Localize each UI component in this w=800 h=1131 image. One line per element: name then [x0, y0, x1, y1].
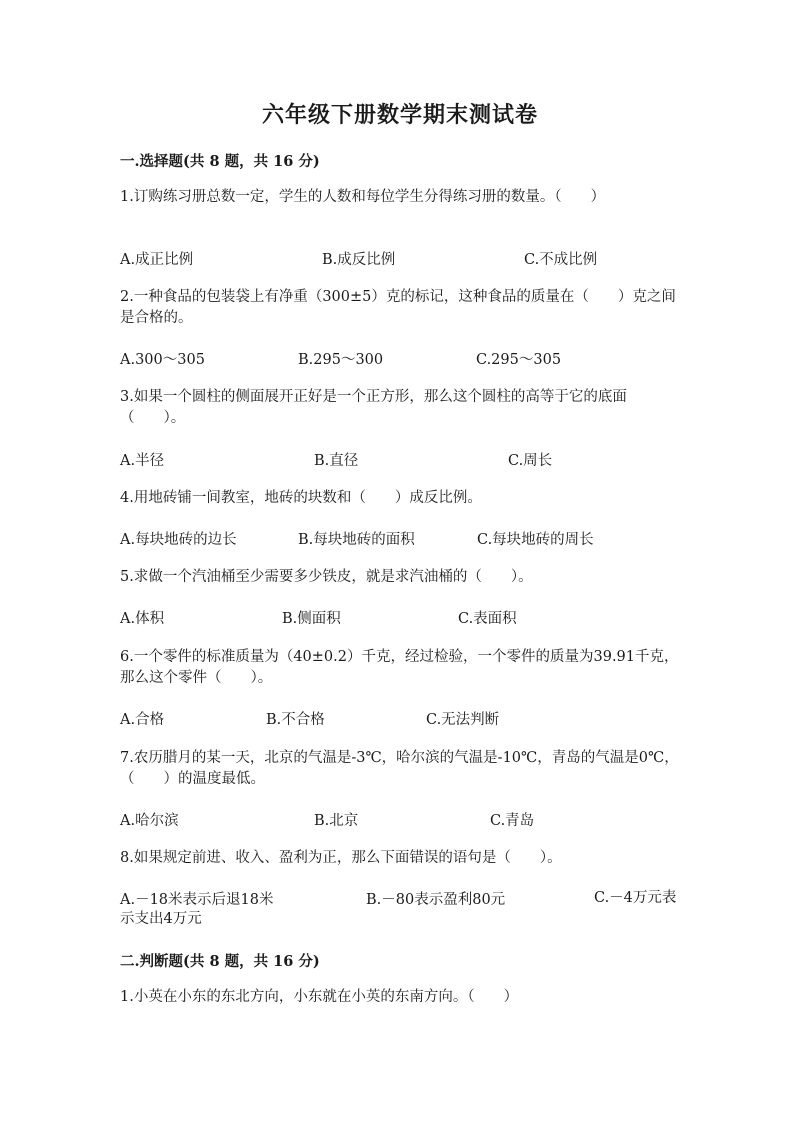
option-a: A.哈尔滨 — [120, 813, 179, 829]
judgement-1-text: 1.小英在小东的东北方向，小东就在小英的东南方向。（ ） — [120, 989, 519, 1005]
option-b: B.295～300 — [298, 352, 384, 368]
option-c: C.－4万元表示支出4万元 — [120, 890, 677, 927]
question-2-text: 2.一种食品的包装袋上有净重（300±5）克的标记，这种食品的质量在（ ）克之间是合格的。 — [120, 289, 676, 326]
option-a: A.体积 — [120, 611, 165, 627]
question-5-options — [120, 607, 680, 649]
question-5-text: 5.求做一个汽油桶至少需要多少铁皮，就是求汽油桶的（ ）。 — [120, 569, 533, 585]
question-7-options — [120, 809, 680, 851]
option-c: C.周长 — [508, 453, 553, 469]
option-b: B.－80表示盈利80元 — [366, 892, 506, 908]
question-3-text: 3.如果一个圆柱的侧面展开正好是一个正方形，那么这个圆柱的高等于它的底面（ ）。 — [120, 389, 627, 426]
option-c: C.不成比例 — [524, 252, 598, 268]
option-c: C.表面积 — [458, 611, 517, 627]
option-b: B.直径 — [314, 453, 359, 469]
question-7-text: 7.农历腊月的某一天，北京的气温是-3℃，哈尔滨的气温是-10℃，青岛的气温是0℃，（ ）的温度最低。 — [120, 750, 679, 787]
option-b: B.成反比例 — [322, 252, 396, 268]
option-c: C.每块地砖的周长 — [477, 532, 594, 548]
question-8-text: 8.如果规定前进、收入、盈利为正，那么下面错误的语句是（ ）。 — [120, 850, 562, 866]
option-c: C.青岛 — [490, 813, 535, 829]
question-8-options — [120, 888, 680, 930]
option-c: C.295～305 — [476, 352, 562, 368]
question-1-options — [120, 248, 680, 290]
option-a: A.－18米表示后退18米 — [120, 892, 274, 908]
question-3-options — [120, 449, 680, 491]
option-b: B.每块地砖的面积 — [298, 532, 415, 548]
question-2-options — [120, 348, 680, 390]
option-a: A.300～305 — [120, 352, 205, 368]
question-6-options — [120, 708, 680, 750]
option-b: B.侧面积 — [282, 611, 341, 627]
section-heading-choice: 一.选择题(共 8 题，共 16 分) — [120, 153, 320, 170]
question-4-text: 4.用地砖铺一间教室，地砖的块数和（ ）成反比例。 — [120, 490, 482, 506]
option-a: A.成正比例 — [120, 252, 194, 268]
option-b: B.不合格 — [266, 712, 325, 728]
option-a: A.半径 — [120, 453, 165, 469]
option-a: A.合格 — [120, 712, 165, 728]
question-4-options — [120, 528, 680, 570]
question-6-text: 6.一个零件的标准质量为（40±0.2）千克，经过检验，一个零件的质量为39.91千克，那么这个零件（ ）。 — [120, 649, 679, 686]
option-b: B.北京 — [314, 813, 359, 829]
option-a: A.每块地砖的边长 — [120, 532, 237, 548]
question-1-text: 1.订购练习册总数一定，学生的人数和每位学生分得练习册的数量。（ ） — [120, 189, 606, 205]
page-title: 六年级下册数学期末测试卷 — [261, 102, 538, 128]
option-c: C.无法判断 — [426, 712, 500, 728]
section-heading-judgement: 二.判断题(共 8 题，共 16 分) — [120, 953, 320, 970]
